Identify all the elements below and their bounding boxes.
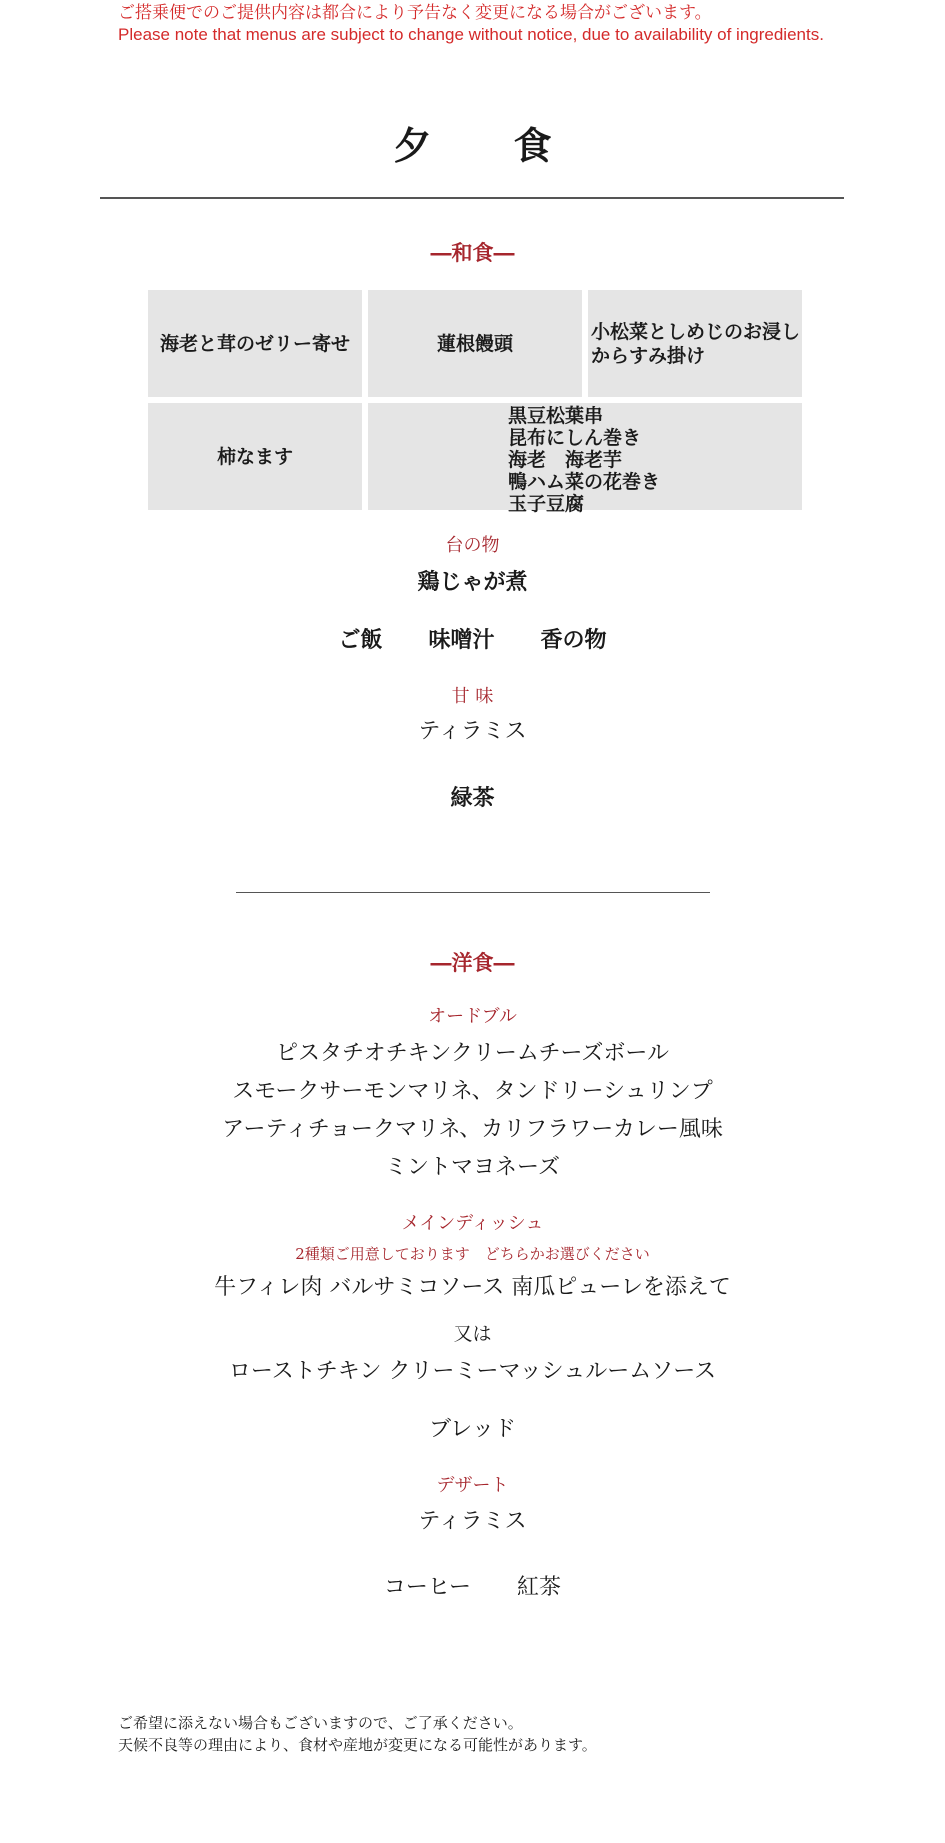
appetizer-item: ピスタチオチキンクリームチーズボール (276, 1041, 669, 1066)
or-label: 又は (453, 1323, 492, 1345)
title-divider (100, 197, 844, 199)
japanese-main-label: 台の物 (445, 535, 500, 556)
western-appetizer-label: オードブル (428, 1006, 517, 1027)
footer-line: 天候不良等の理由により、食材や産地が変更になる可能性があります。 (118, 1736, 597, 1754)
western-dessert: ティラミス (418, 1509, 527, 1534)
appetizer-item: スモークサーモンマリネ、タンドリーシュリンプ (232, 1079, 713, 1104)
grid-cell-4: 柿なます (148, 403, 362, 510)
section-divider (236, 892, 710, 893)
grid-cell-5 (368, 403, 802, 515)
japanese-sides (0, 624, 945, 656)
notice-japanese: ご搭乗便でのご提供内容は都合により予告なく変更になる場合がございます。 (118, 3, 712, 22)
footer-notes (118, 1712, 597, 1756)
footer-line: ご希望に添えない場合もございますので、ご了承ください。 (118, 1714, 523, 1732)
grid-list-item: 黒豆松葉串 (508, 405, 604, 427)
notice-english: Please note that menus are subject to change without notice, due to availability of ingredients. (118, 25, 824, 44)
side-miso-soup: 味噌汁 (428, 627, 495, 653)
japanese-dessert-label: 甘 味 (451, 686, 494, 707)
western-heading: ―洋食― (430, 950, 515, 975)
grid-cell-2: 蓮根饅頭 (368, 290, 582, 397)
western-bread: ブレッド (429, 1417, 516, 1442)
grid-cell-3: 小松菜としめじのお浸し からすみ掛け (588, 290, 802, 397)
side-rice: ご飯 (338, 627, 383, 653)
japanese-drink: 緑茶 (450, 785, 495, 811)
appetizer-item: ミントマヨネーズ (385, 1155, 560, 1180)
drink-tea: 紅茶 (517, 1575, 562, 1600)
appetizer-item: アーティチョークマリネ、カリフラワーカレー風味 (222, 1117, 723, 1142)
western-main-note: 2種類ご用意しております どちらかお選びください (295, 1245, 650, 1263)
menu-change-notice (118, 2, 824, 46)
grid-list-item: 玉子豆腐 (508, 493, 585, 515)
drink-coffee: コーヒー (383, 1575, 472, 1600)
japanese-dessert: ティラミス (418, 719, 527, 744)
main-option-beef: 牛フィレ肉 バルサミコソース 南瓜ピューレを添えて (214, 1275, 731, 1300)
western-dessert-label: デザート (436, 1475, 509, 1496)
side-pickles: 香の物 (540, 627, 607, 653)
page-title: 夕 食 (393, 123, 574, 168)
grid-list-item: 鴨ハム菜の花巻き (508, 471, 661, 493)
japanese-main-dish: 鶏じゃが煮 (417, 569, 528, 595)
japanese-heading: ―和食― (430, 240, 515, 265)
japanese-appetizer-grid (148, 290, 801, 515)
western-main-label: メインディッシュ (401, 1213, 544, 1234)
western-drinks (0, 1572, 945, 1604)
grid-cell-1: 海老と茸のゼリー寄せ (148, 290, 362, 397)
grid-list-item: 昆布にしん巻き (508, 427, 642, 449)
grid-list-item: 海老 海老芋 (508, 449, 623, 471)
main-option-chicken: ローストチキン クリーミーマッシュルームソース (228, 1359, 717, 1384)
